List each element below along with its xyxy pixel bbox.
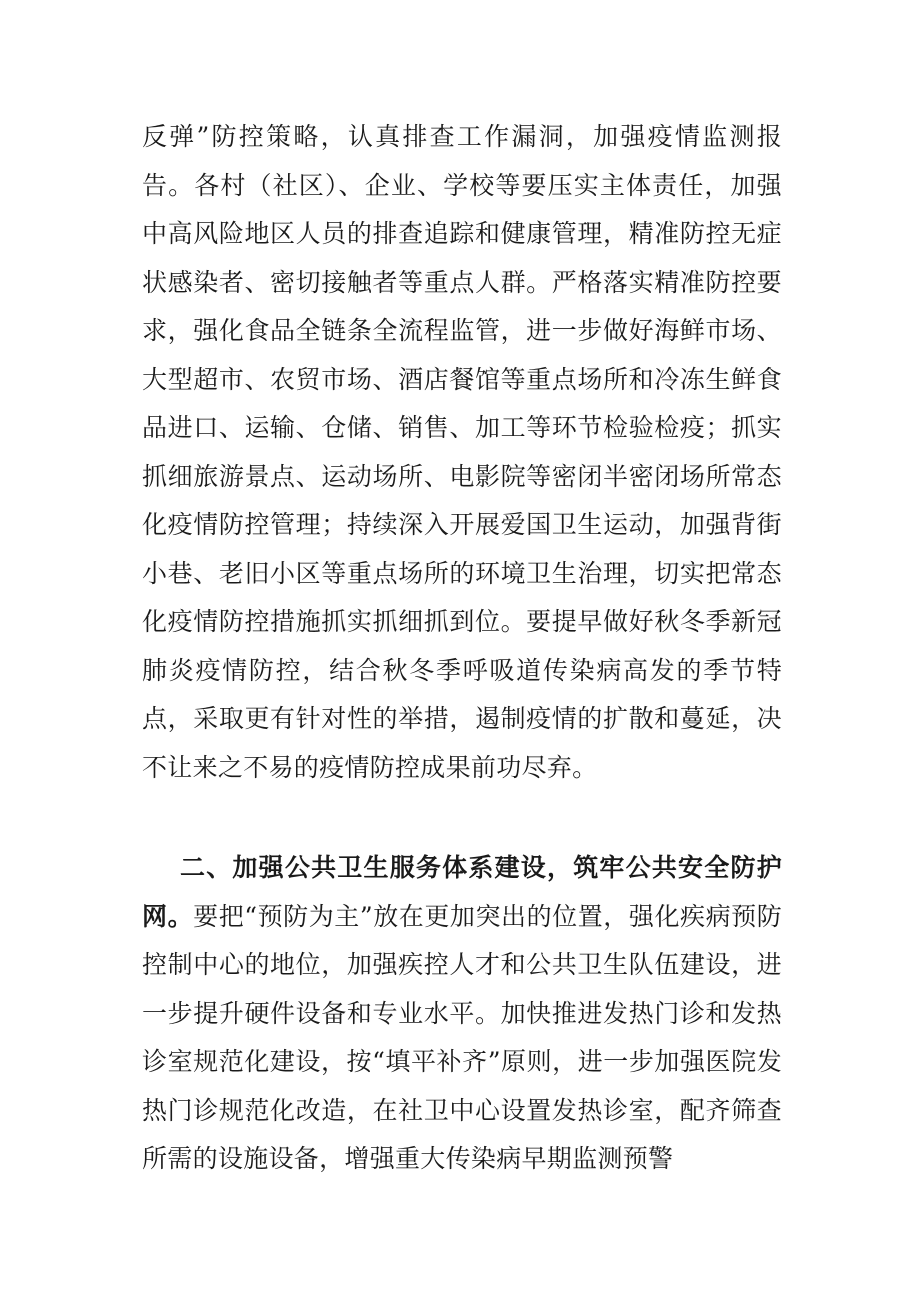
paragraph-text: 反弹”防控策略，认真排查工作漏洞，加强疫情监测报告。各村（社区）、企业、学校等要压实主体责任，加强中高风险地区人员的排查追踪和健康管理，精准防控无症状感染者、密切接触者等重点人群。严格落实精准防控要求，强化食品全链条全流程监管，进一步做好海鲜市场、大型超市、农贸市场、酒店餐馆等重点场所和冷冻生鲜食品进口、运输、仓储、销售、加工等环节检验检疫；抓实抓细旅游景点、运动场所、电影院等密闭半密闭场所常态化疫情防控管理；持续深入开展爱国卫生运动，加强背街小巷、老旧小区等重点场所的环境卫生治理，切实把常态化疫情防控措施抓实抓细抓到位。要提早做好秋冬季新冠肺炎疫情防控，结合秋冬季呼吸道传染病高发的季节特点，采取更有针对性的举措，遏制疫情的扩散和蔓延，决不让来之不易的疫情防控成果前功尽弃。 [142,122,782,782]
paragraph-epidemic-control [142,113,782,792]
paragraph-public-health-system [142,844,782,1184]
section-heading: 二、加强公共卫生服务体系建设，筑牢公共安全防护网。 [142,853,782,931]
paragraph-text: 要把“预防为主”放在更加突出的位置，强化疾病预防控制中心的地位，加强疾控人才和公共卫生队伍建设，进一步提升硬件设备和专业水平。加快推进发热门诊和发热诊室规范化建设，按“填平补齐”原则，进一步加强医院发热门诊规范化改造，在社卫中心设置发热诊室，配齐筛查所需的设施设备，增强重大传染病早期监测预警 [142,901,782,1173]
